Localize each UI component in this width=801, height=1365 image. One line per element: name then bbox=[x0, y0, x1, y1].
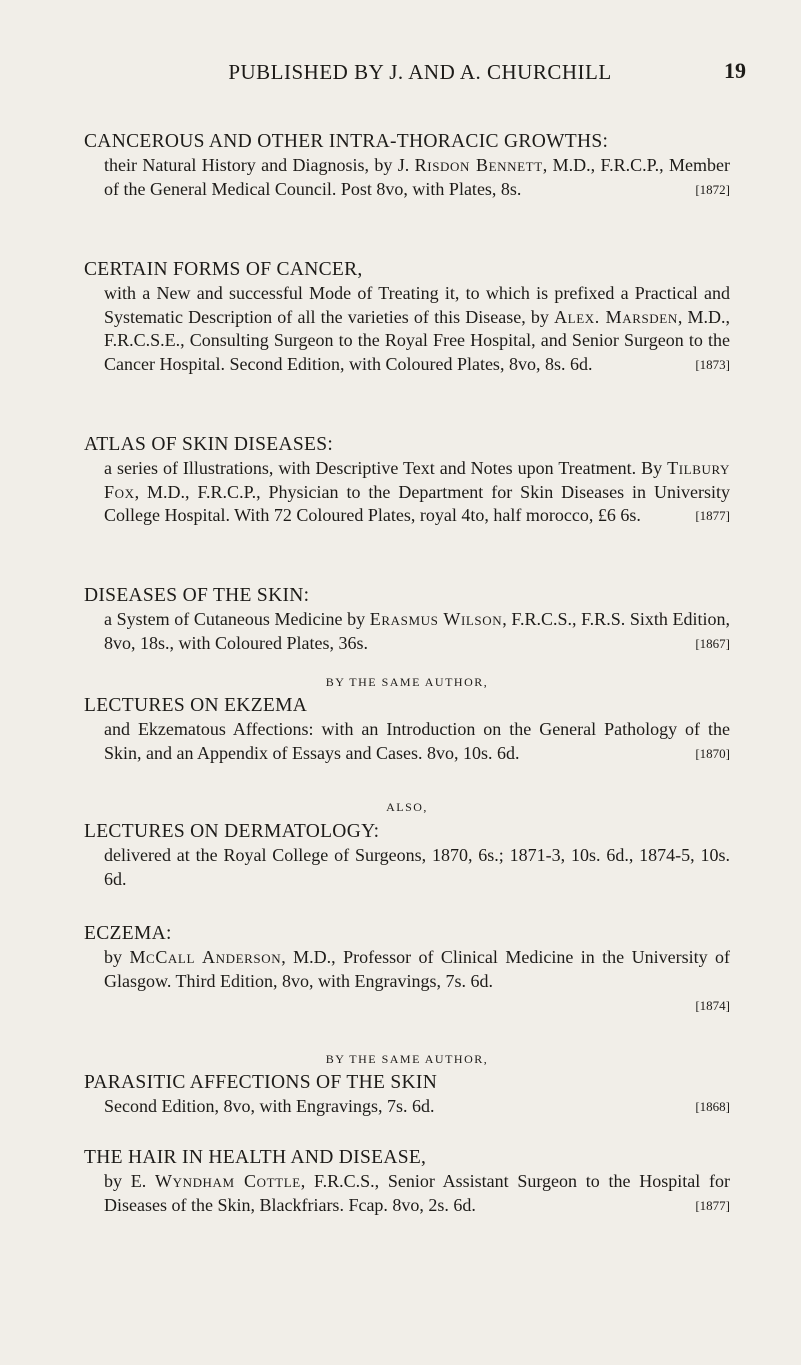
author-name: McCall Anderson bbox=[129, 947, 282, 967]
description-text: a series of Illustrations, with Descriptive Text and Notes upon Treatment. By bbox=[104, 458, 668, 478]
publication-year: [1874] bbox=[695, 998, 730, 1013]
book-description bbox=[104, 608, 730, 655]
running-head: PUBLISHED BY J. AND A. CHURCHILL bbox=[228, 60, 612, 84]
publication-year: [1870] bbox=[695, 745, 730, 761]
author-name: Wyndham Cottle bbox=[155, 1171, 301, 1191]
author-name: Risdon Bennett bbox=[414, 155, 543, 175]
author-name: Erasmus Wilson bbox=[369, 609, 503, 629]
description-text: , M.D., Professor of Clinical Medicine in the University of Glasgow. Third Edition, 8vo, with Engravings, 7s. 6d. bbox=[104, 947, 730, 991]
publication-year: [1877] bbox=[695, 1197, 730, 1213]
catalogue-entry bbox=[84, 694, 730, 765]
description-text: Second Edition, 8vo, with Engravings, 7s. 6d. bbox=[104, 1096, 435, 1116]
book-description bbox=[104, 946, 730, 1018]
description-text: their Natural History and Diagnosis, by J. bbox=[104, 155, 415, 175]
book-title: ATLAS OF SKIN DISEASES: bbox=[84, 434, 334, 455]
book-description bbox=[104, 718, 730, 765]
catalogue-entry bbox=[84, 258, 730, 376]
description-text: delivered at the Royal College of Surgeons, 1870, 6s.; 1871-3, 10s. 6d., 1874-5, 10s. 6d. bbox=[104, 845, 730, 889]
description-text: , M.D., F.R.C.P., Member of the General Medical Council. Post 8vo, with Plates, 8s. bbox=[104, 155, 730, 199]
publication-year: [1873] bbox=[695, 356, 730, 372]
book-description bbox=[104, 154, 730, 201]
book-title: PARASITIC AFFECTIONS OF THE SKIN bbox=[84, 1072, 438, 1093]
description-text: and Ekzematous Affections: with an Introduction on the General Pathology of the Skin, and an Appendix of Essays and Cases. 8vo, 10s. 6d. bbox=[104, 719, 730, 763]
description-text: by E. bbox=[104, 1171, 155, 1191]
publication-year: [1868] bbox=[695, 1099, 730, 1114]
catalogue-entry bbox=[84, 130, 730, 201]
publication-year: [1872] bbox=[695, 181, 730, 197]
book-description bbox=[104, 1170, 730, 1217]
catalogue-entry bbox=[84, 433, 730, 528]
book-title: ECZEMA: bbox=[84, 923, 172, 944]
author-name: Tilbury Fox bbox=[104, 458, 730, 502]
book-title: THE HAIR IN HEALTH AND DISEASE, bbox=[84, 1147, 427, 1168]
description-text: with a New and successful Mode of Treating it, to which is prefixed a Practical and Systematic Description of all the varieties of this Disease, by bbox=[104, 283, 730, 327]
description-text: , M.D., F.R.C.S.E., Consulting Surgeon to the Royal Free Hospital, and Senior Surgeon to the Cancer Hospital. Second Edition, with Coloured Plates, 8vo, 8s. 6d. bbox=[104, 306, 730, 374]
subheading: BY THE SAME AUTHOR, bbox=[325, 675, 489, 689]
description-text: , M.D., F.R.C.P., Physician to the Department for Skin Diseases in University College Hospital. With 72 Coloured Plates, royal 4to, half morocco, £6 6s. bbox=[104, 481, 730, 525]
catalogue-entry bbox=[84, 922, 730, 1018]
book-description bbox=[104, 457, 730, 528]
book-title: DISEASES OF THE SKIN: bbox=[84, 585, 310, 606]
catalogue-entry bbox=[84, 1071, 730, 1119]
description-text: a System of Cutaneous Medicine by bbox=[104, 609, 370, 629]
book-description bbox=[104, 282, 730, 376]
publication-year: [1877] bbox=[695, 508, 730, 523]
catalogue-entry bbox=[84, 1146, 730, 1217]
description-text: , F.R.C.S., Senior Assistant Surgeon to the Hospital for Diseases of the Skin, Blackfriars. Fcap. 8vo, 2s. 6d. bbox=[104, 1171, 731, 1215]
page-number: 19 bbox=[724, 58, 746, 83]
description-text: , F.R.C.S., F.R.S. Sixth Edition, 8vo, 18s., with Coloured Plates, 36s. bbox=[104, 609, 730, 653]
book-title: LECTURES ON DERMATOLOGY: bbox=[84, 821, 380, 842]
subheading: BY THE SAME AUTHOR, bbox=[325, 1052, 489, 1066]
catalogue-entry bbox=[84, 584, 730, 655]
subheading: ALSO, bbox=[386, 800, 428, 814]
publication-year: [1867] bbox=[695, 635, 730, 651]
book-description bbox=[104, 844, 730, 891]
year-line bbox=[104, 993, 730, 1018]
description-text: by bbox=[104, 947, 130, 967]
author-name: Alex. Marsden bbox=[554, 306, 678, 327]
book-title: CANCEROUS AND OTHER INTRA-THORACIC GROWTHS: bbox=[84, 131, 609, 152]
catalogue-entry bbox=[84, 820, 730, 891]
book-description bbox=[104, 1095, 730, 1119]
book-title: CERTAIN FORMS OF CANCER, bbox=[84, 259, 363, 280]
book-title: LECTURES ON EKZEMA bbox=[84, 695, 308, 716]
